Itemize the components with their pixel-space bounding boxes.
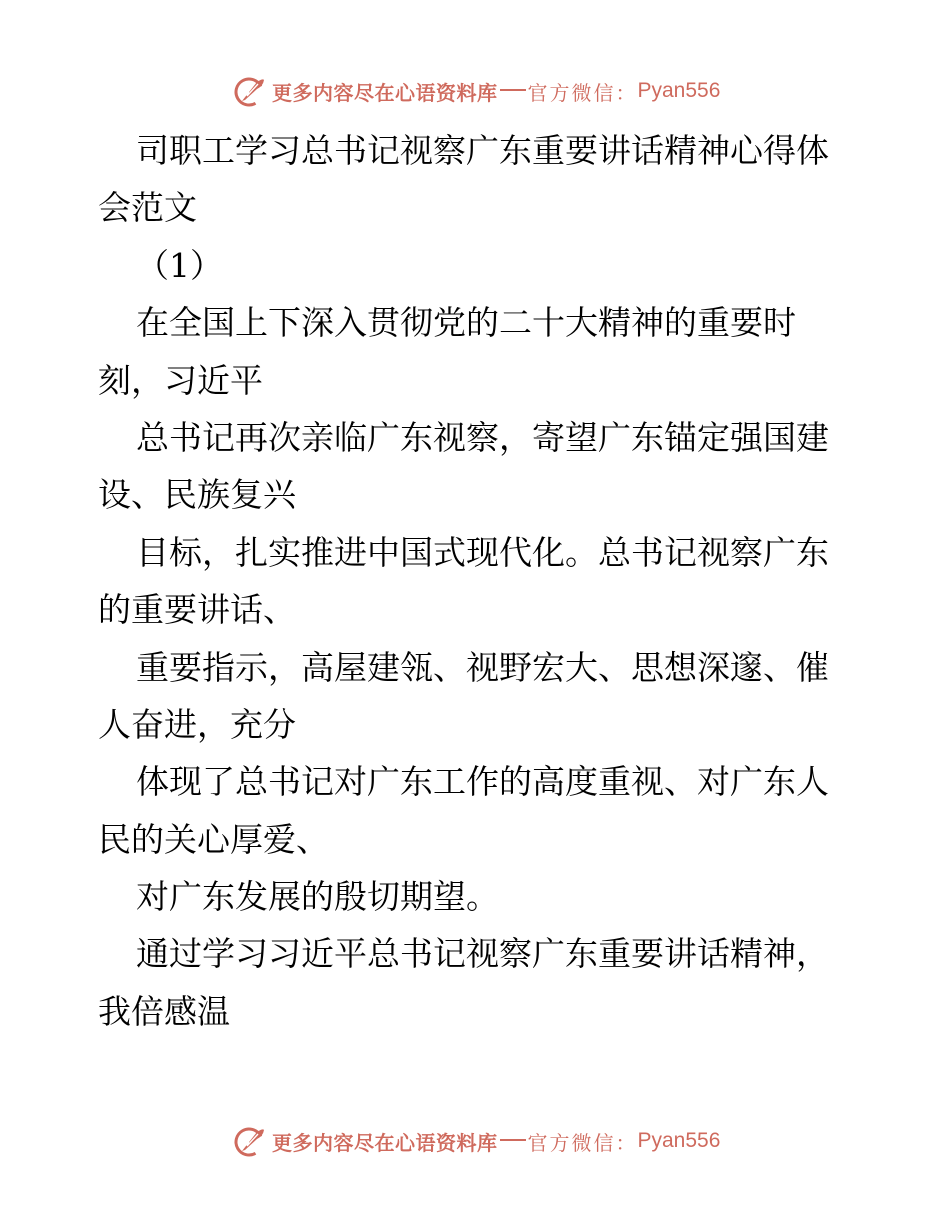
text-line: 我倍感温 <box>98 991 230 1031</box>
text-line: 会范文 <box>98 188 197 228</box>
footer-watermark <box>233 1124 720 1158</box>
footer-dash <box>500 1139 526 1141</box>
header-wechat-id: Pyan556 <box>637 79 721 102</box>
footer-official-label: 官方微信： <box>527 1130 638 1155</box>
text-line: 体现了总书记对广东工作的高度重视、对广东人 <box>136 762 829 802</box>
header-dash <box>500 89 526 91</box>
footer-wechat-id: Pyan556 <box>637 1129 721 1152</box>
text-line: 设、民族复兴 <box>98 475 296 515</box>
text-line: 司职工学习总书记视察广东重要讲话精神心得体 <box>136 131 829 170</box>
quill-pen-logo-icon <box>233 1124 267 1158</box>
text-line: 的重要讲话、 <box>98 590 296 630</box>
text-line: 总书记再次亲临广东视察，寄望广东锚定强国建 <box>136 417 829 457</box>
text-line: 在全国上下深入贯彻党的二十大精神的重要时 <box>136 303 796 343</box>
text-line: 刻，习近平 <box>98 360 263 400</box>
text-line: 重要指示，高屋建瓴、视野宏大、思想深邃、催 <box>136 647 829 687</box>
text-line: 民的关心厚爱、 <box>98 819 329 859</box>
header-slogan: 更多内容尽在心语资料库 <box>272 80 498 105</box>
text-line: 对广东发展的殷切期望。 <box>136 877 499 917</box>
header-watermark <box>233 74 720 108</box>
text-line: 人奋进，充分 <box>98 704 296 744</box>
document-body <box>98 122 858 1040</box>
quill-pen-logo-icon <box>233 74 267 108</box>
header-official-label: 官方微信： <box>527 80 638 105</box>
footer-slogan: 更多内容尽在心语资料库 <box>272 1130 498 1155</box>
text-line: 通过学习习近平总书记视察广东重要讲话精神， <box>136 934 829 974</box>
text-line: （1） <box>136 245 223 285</box>
text-line: 目标，扎实推进中国式现代化。总书记视察广东 <box>136 532 829 572</box>
